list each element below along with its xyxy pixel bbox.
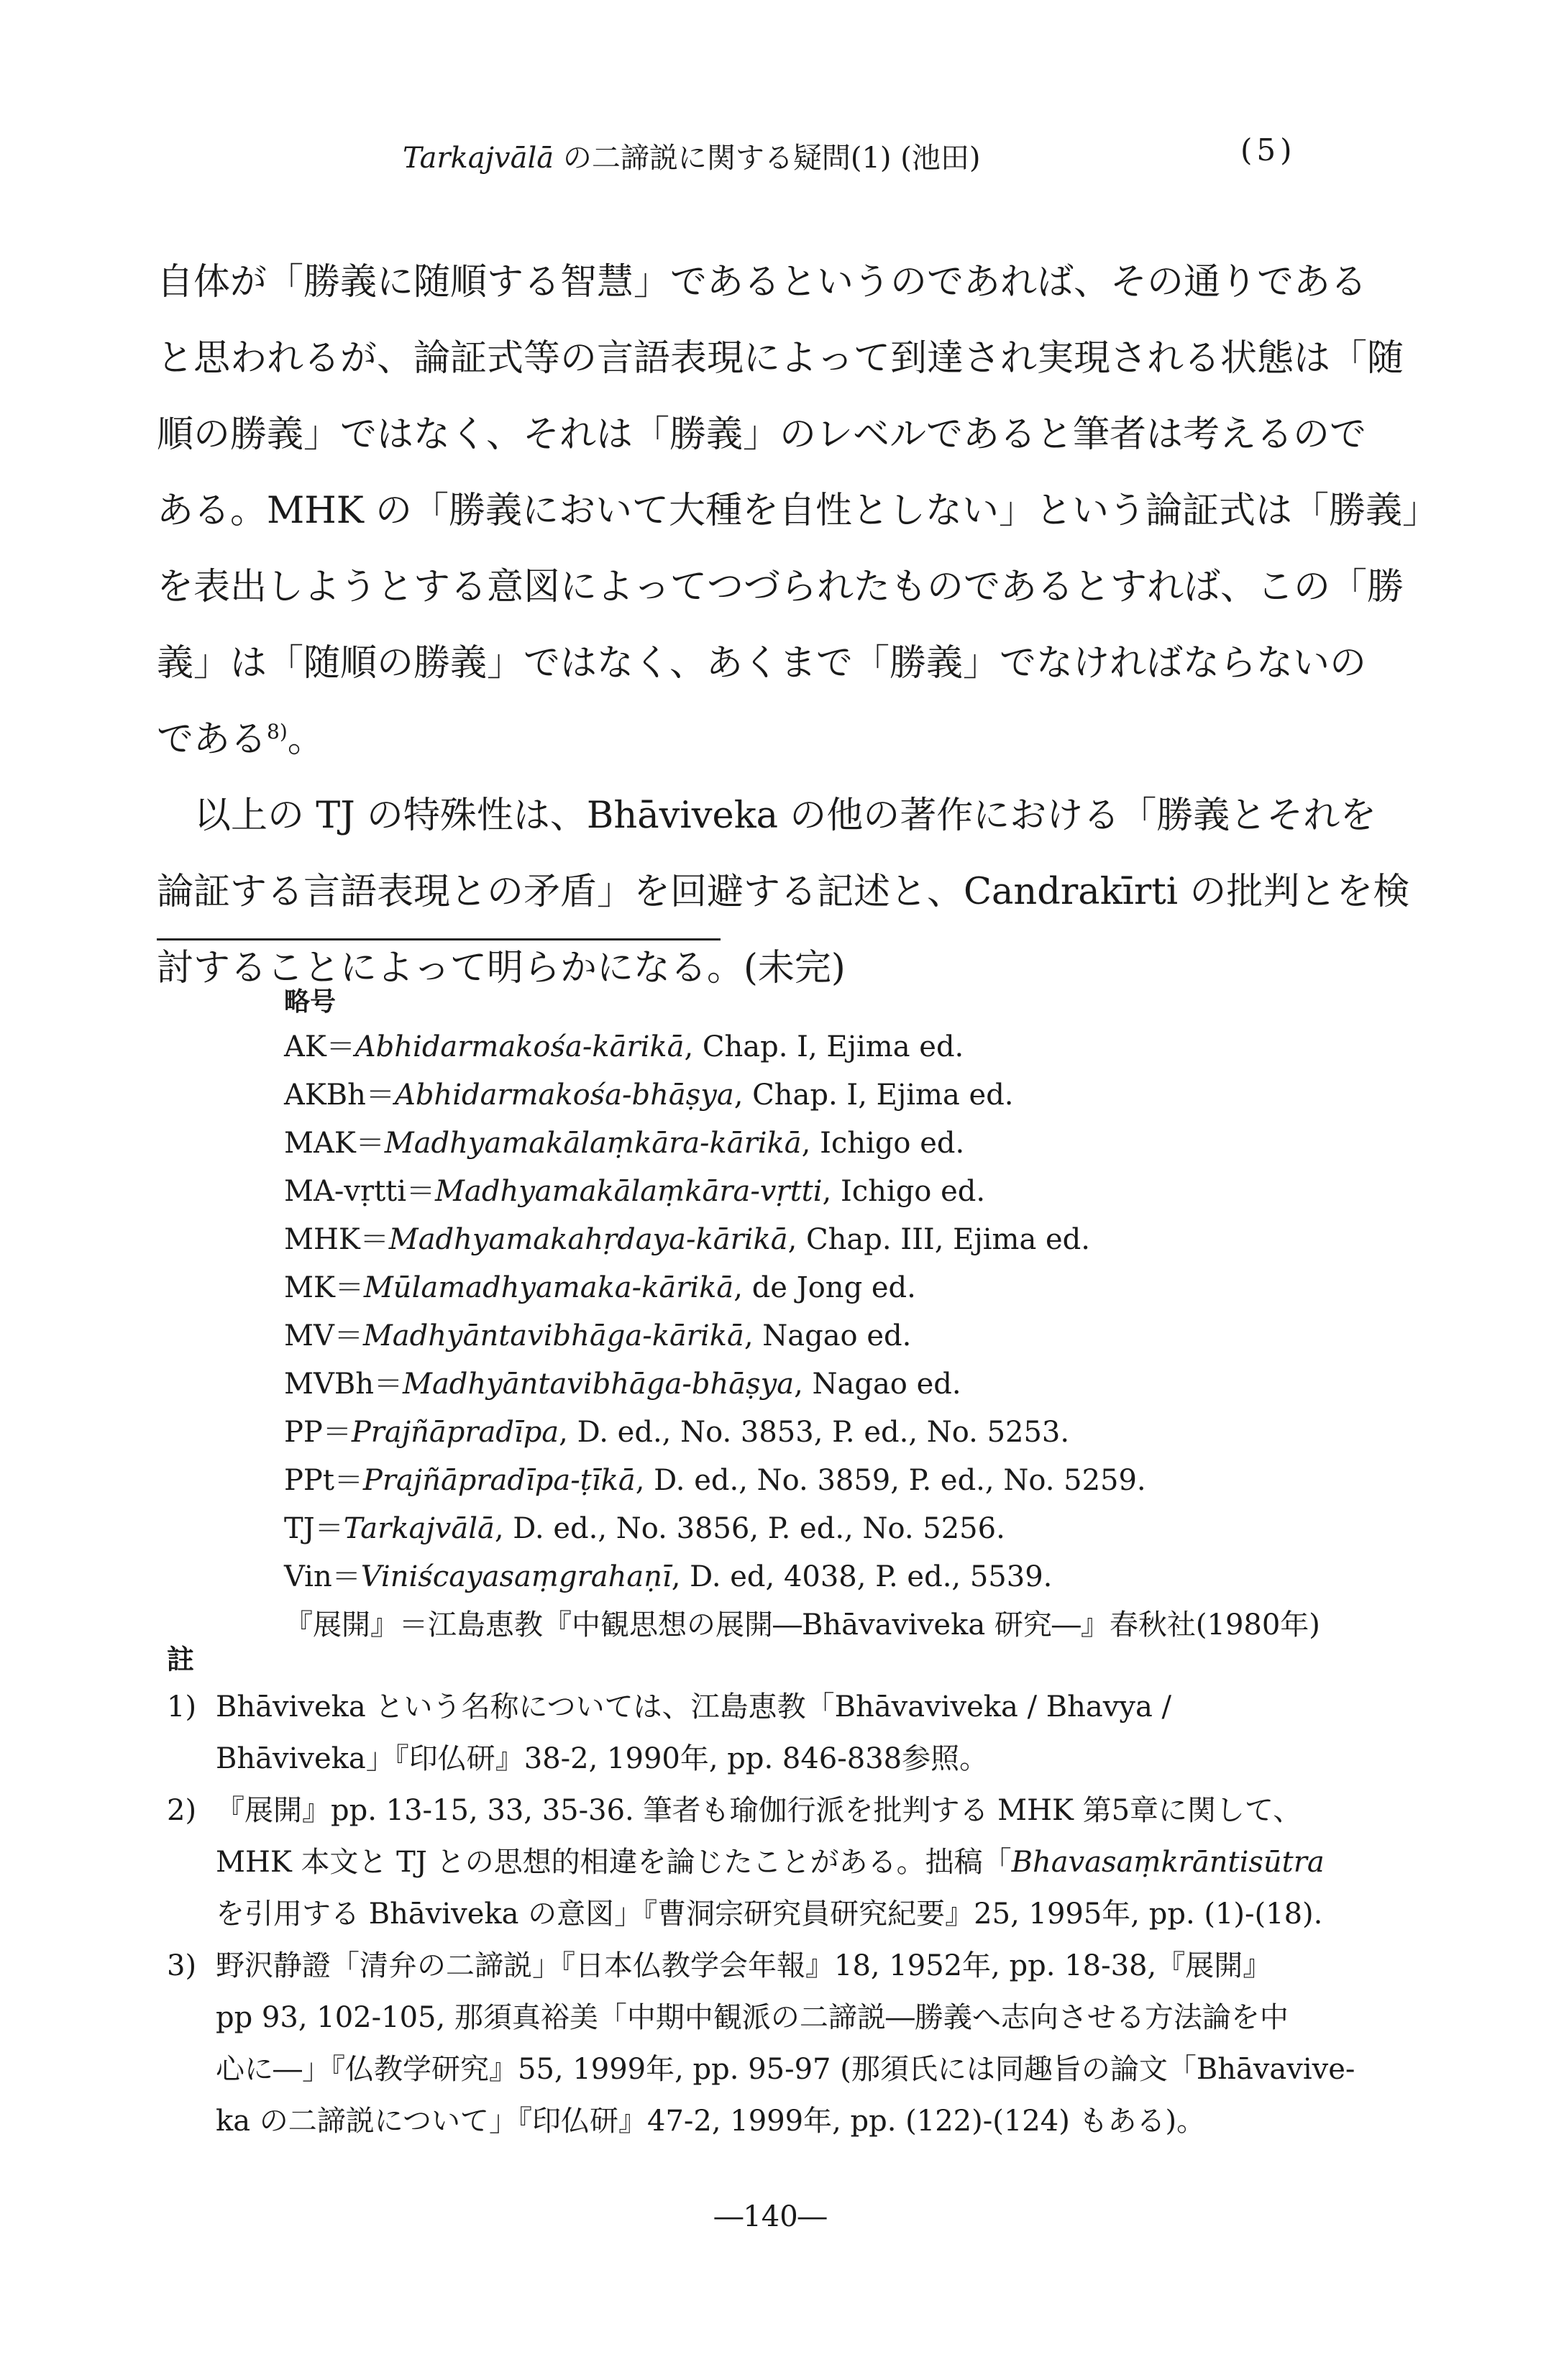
body-line: を表出しようとする意図によってつづられたものであるとすれば、この「勝 <box>157 566 1404 608</box>
abbreviation-item: AK＝Abhidarmakośa-kārikā, Chap. I, Ejima ed. <box>284 1030 964 1063</box>
abbreviation-item: MVBh＝Madhyāntavibhāga-bhāṣya, Nagao ed. <box>284 1368 961 1401</box>
body-line: 自体が「勝義に随順する智慧」であるというのであれば、その通りである <box>157 261 1368 303</box>
abbreviation-item: PP＝Prajñāpradīpa, D. ed., No. 3853, P. ed., No. 5253. <box>284 1416 1070 1449</box>
body-line: ある。MHK の「勝義において大種を自性としない」という論証式は「勝義」 <box>157 490 1440 532</box>
footnote-ref: 8) <box>267 720 288 743</box>
footnote-rule <box>157 938 721 940</box>
abbreviation-item: MA-vṛtti＝Madhyamakālaṃkāra-vṛtti, Ichigo ed. <box>284 1175 986 1208</box>
abbreviations-heading: 略号 <box>284 987 337 1017</box>
abbreviation-item: TJ＝Tarkajvālā, D. ed., No. 3856, P. ed., No. 5256. <box>284 1512 1005 1545</box>
abbreviation-item: MK＝Mūlamadhyamaka-kārikā, de Jong ed. <box>284 1271 916 1304</box>
abbreviation-item: 『展開』＝江島恵教『中観思想の展開―Bhāvaviveka 研究―』春秋社(1980年) <box>284 1608 1320 1642</box>
note-3: 3) 野沢静證「清弁の二諦説」『日本仏教学会年報』18, 1952年, pp. 18-38,『展開』 pp 93, 102-105, 那須真裕美「中期中観派の二諦説―勝義へ志向させる方法論を中 心に―」『仏教学研究』55, 1999年, pp. 95-97 (那須氏には同趣旨の論文「Bhāvavive- ka の二諦説について」『印仏研』47-2, 1999年, pp. (122)-(124) もある)。 <box>167 1940 1346 2147</box>
body-line: と思われるが、論証式等の言語表現によって到達され実現される状態は「随 <box>157 337 1404 380</box>
abbreviation-item: MAK＝Madhyamakālaṃkāra-kārikā, Ichigo ed. <box>284 1127 965 1160</box>
note-1: 1) Bhāviveka という名称については、江島恵教「Bhāvaviveka / Bhavya / Bhāviveka」『印仏研』38-2, 1990年, pp. 846-838参照。 <box>167 1681 1346 1785</box>
body-line: 義」は「随順の勝義」ではなく、あくまで「勝義」でなければならないの <box>157 642 1366 685</box>
running-head: Tarkajvālā の二諦説に関する疑問(1) (池田) <box>403 142 981 175</box>
body-line: である$^{8)}$。 <box>157 718 324 761</box>
body-text <box>157 244 1440 1007</box>
abbreviation-item: MV＝Madhyāntavibhāga-kārikā, Nagao ed. <box>284 1319 912 1353</box>
abbreviation-item: AKBh＝Abhidarmakośa-bhāṣya, Chap. I, Ejima ed. <box>284 1079 1014 1112</box>
body-line: 論証する言語表現との矛盾」を回避する記述と、Candrakīrti の批判とを検 <box>157 871 1410 913</box>
body-line: 以上の TJ の特殊性は、Bhāviveka の他の著作における「勝義とそれを <box>194 795 1377 837</box>
note-number: 2) <box>167 1794 197 1827</box>
page-label: (5) <box>1240 132 1297 168</box>
page-number: ―140― <box>714 2200 827 2233</box>
abbreviation-item: PPt＝Prajñāpradīpa-ṭīkā, D. ed., No. 3859, P. ed., No. 5259. <box>284 1464 1146 1497</box>
abbreviations-list <box>284 981 1406 1649</box>
note-number: 3) <box>167 1949 197 1982</box>
abbreviation-item: Vin＝Viniścayasaṃgrahaṇī, D. ed, 4038, P. ed., 5539. <box>284 1560 1053 1593</box>
body-line: 討することによって明らかになる。(未完) <box>157 947 846 989</box>
notes-section <box>167 1638 1355 2147</box>
body-line: 順の勝義」ではなく、それは「勝義」のレベルであると筆者は考えるので <box>157 413 1366 456</box>
note-number: 1) <box>167 1690 197 1724</box>
note-2: 2) 『展開』pp. 13-15, 33, 35-36. 筆者も瑜伽行派を批判する MHK 第5章に関して、 MHK 本文と TJ との思想的相違を論じたことがある。拙稿「Bhavasaṃkrāntisūtra を引用する Bhāviveka の意図」『曹洞宗研究員研究紀要』25, 1995年, pp. (1)-(18). <box>167 1785 1346 1940</box>
notes-heading: 註 <box>167 1644 195 1675</box>
abbreviation-item: MHK＝Madhyamakahṛdaya-kārikā, Chap. III, Ejima ed. <box>284 1223 1090 1256</box>
